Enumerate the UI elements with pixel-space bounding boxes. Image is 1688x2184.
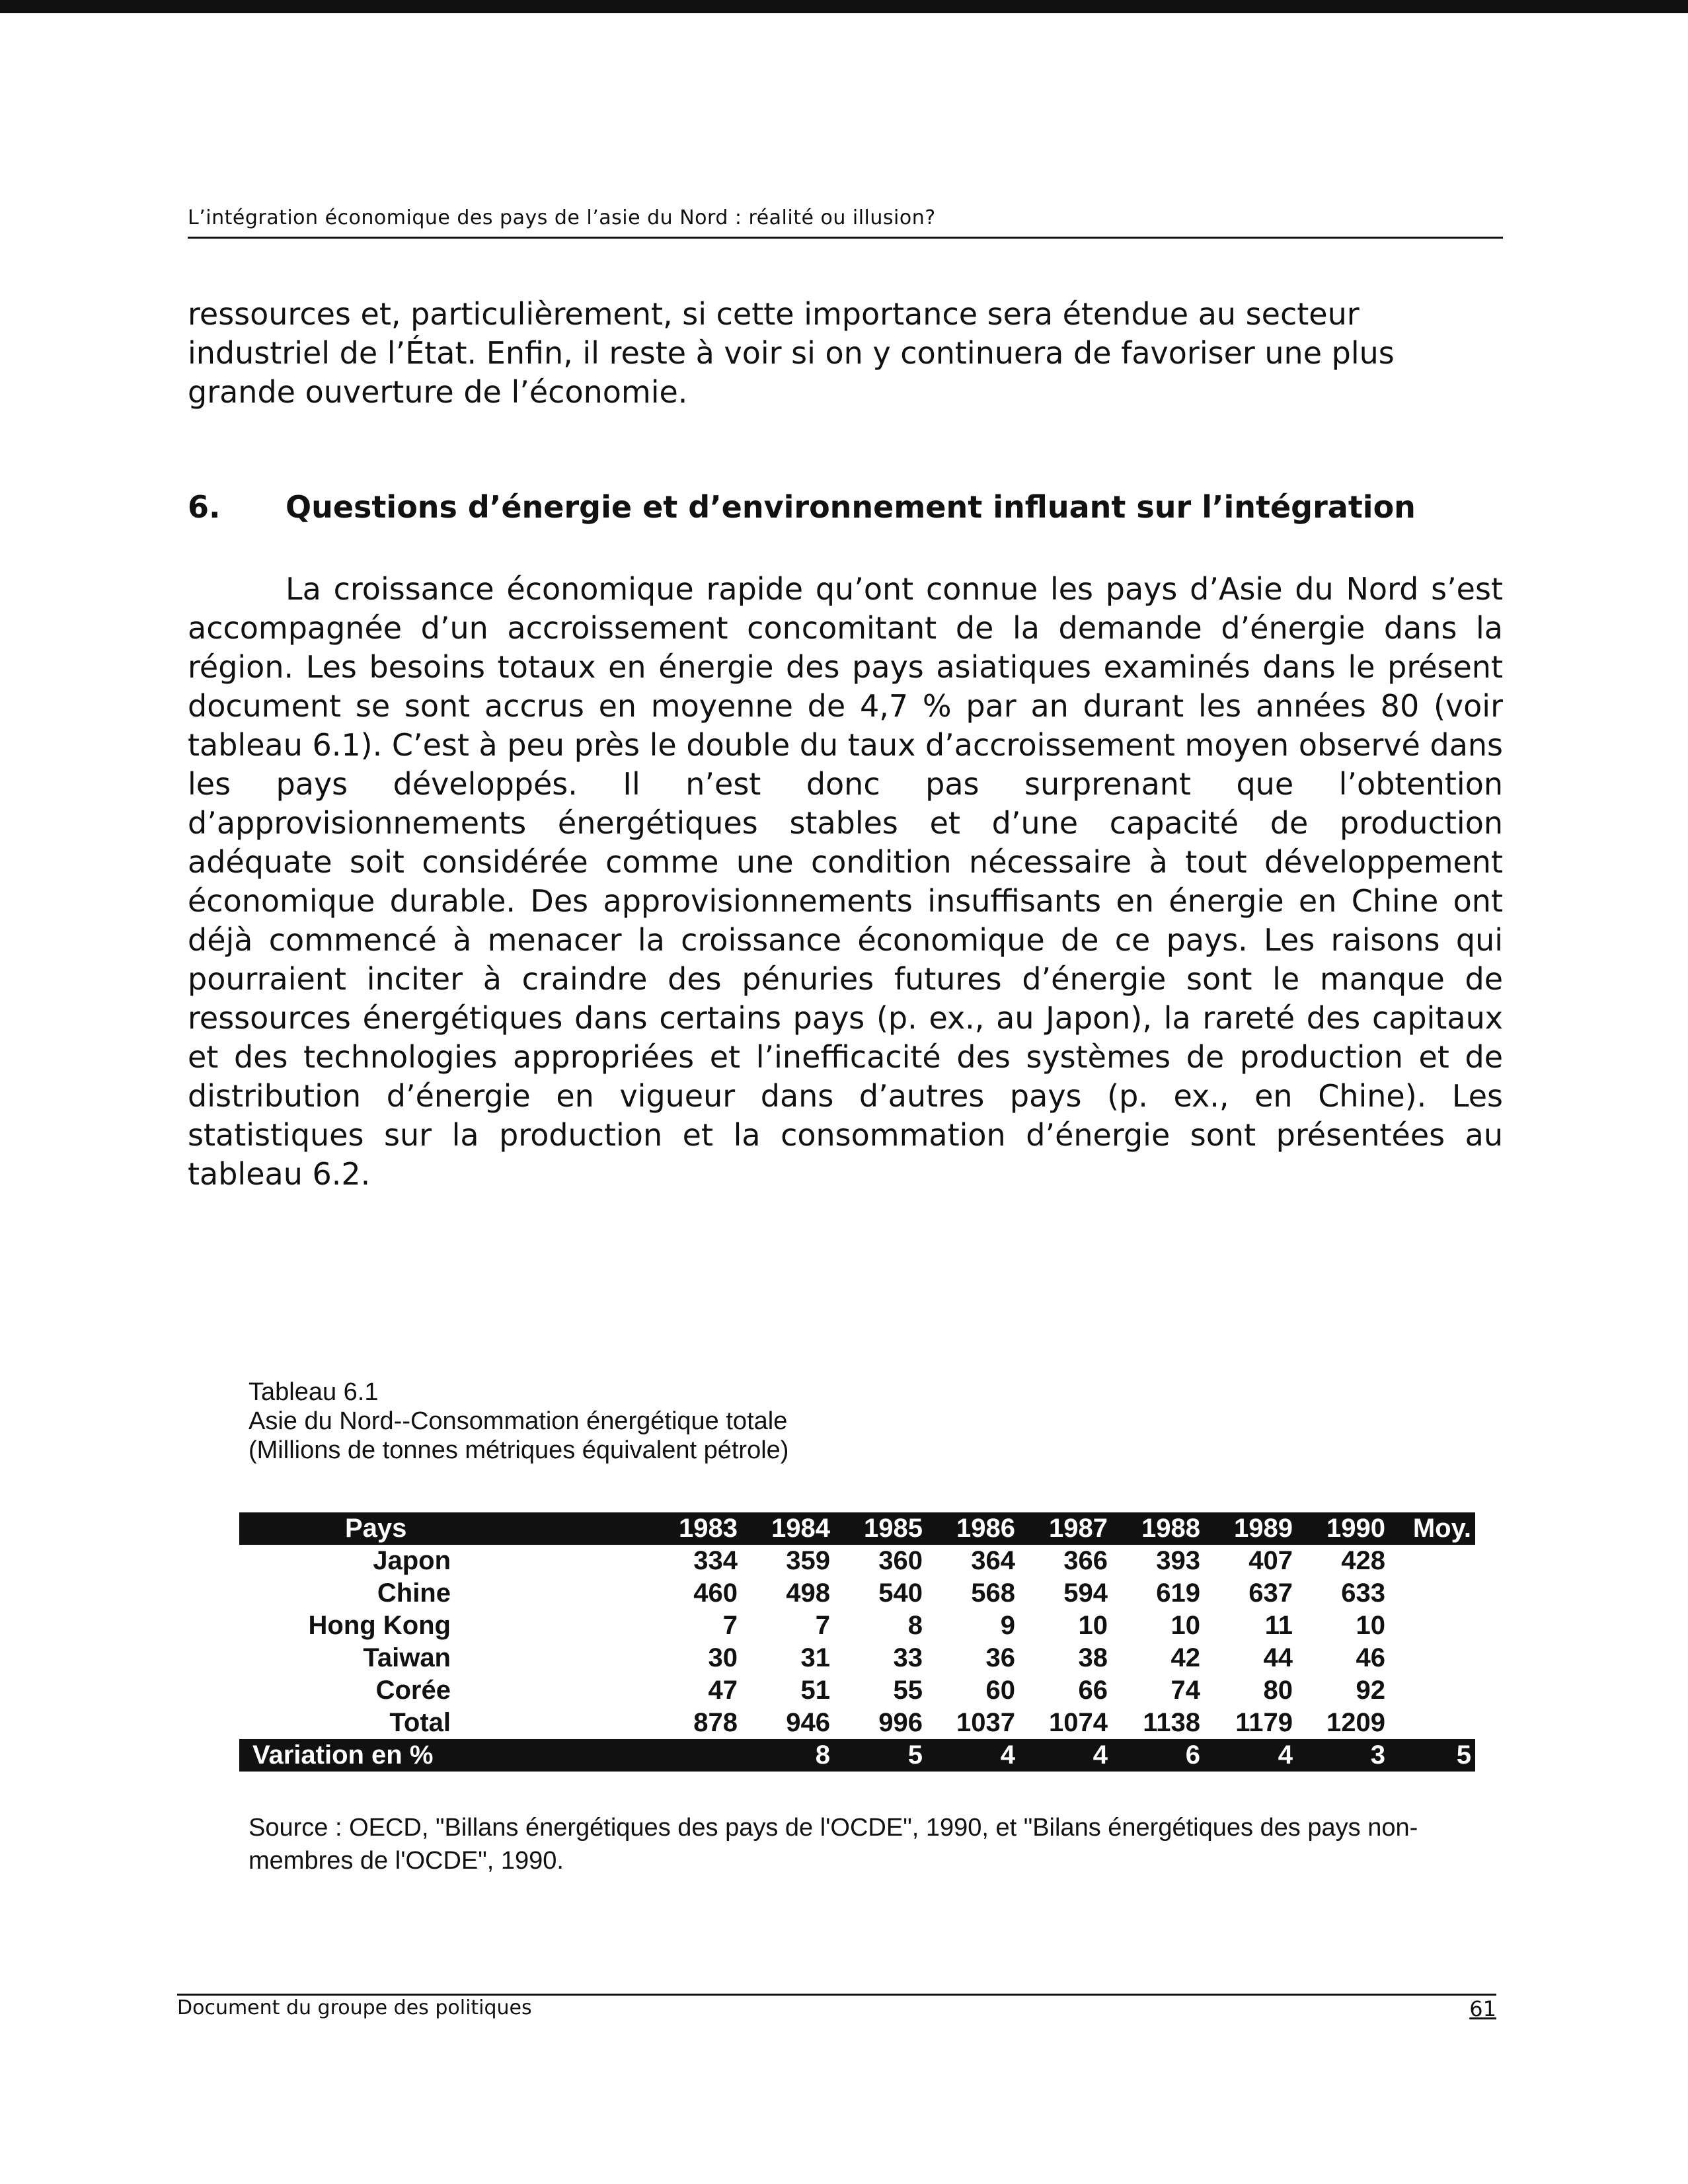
table-cell: 47	[708, 1676, 738, 1705]
table-cell: 1138	[1143, 1708, 1200, 1737]
row-country: Chine	[377, 1579, 451, 1608]
variation-row	[239, 1739, 1475, 1772]
table-cell: 10	[1170, 1611, 1200, 1640]
column-header-1985: 1985	[864, 1514, 923, 1543]
table-cell: 568	[971, 1579, 1015, 1608]
table-cell	[1389, 1707, 1475, 1739]
variation-cell	[649, 1739, 742, 1772]
table-cell: 540	[878, 1579, 923, 1608]
page-top-border	[0, 0, 1688, 13]
variation-cell: 4	[1000, 1740, 1015, 1770]
table-caption-title: Asie du Nord--Consommation énergétique totale	[249, 1407, 788, 1435]
table-caption-units: (Millions de tonnes métriques équivalent pétrole)	[249, 1436, 789, 1464]
table-cell: 33	[893, 1643, 923, 1672]
footer-publication: Document du groupe des politiques	[177, 1996, 532, 2019]
table-cell	[1389, 1545, 1475, 1577]
column-header-pays: Pays	[345, 1514, 407, 1543]
section-heading	[188, 489, 1503, 525]
column-header-1986: 1986	[956, 1514, 1015, 1543]
table-cell: 92	[1356, 1676, 1385, 1705]
row-country: Total	[389, 1708, 451, 1737]
table-row	[239, 1707, 1475, 1739]
table-cell: 44	[1263, 1643, 1293, 1672]
main-paragraph: La croissance économique rapide qu’ont connue les pays d’Asie du Nord s’est accompagnée d’un accroissement concomitant de la demande d’énergie dans la région. Les besoins totaux en énergie des pays asiatiques examinés dans le présent document se sont accrus en moyenne de 4,7 % par an durant les années 80 (voir tableau 6.1). C’est à peu près le double du taux d’accroissement moyen observé dans les pays développés. Il n’est donc pas surprenant que l’obtention d’approvisionnements énergétiques stables et d’une capacité de production adéquate soit considérée comme une condition nécessaire à tout développement économique durable. Des approvisionnements insuffisants en énergie en Chine ont déjà commencé à menacer la croissance économique de ce pays. Les raisons qui pourraient inciter à craindre des pénuries futures d’énergie sont le manque de ressources énergétiques dans certains pays (p. ex., au Japon), la rareté des capitaux et des technologies appropriées et l’inefficacité des systèmes de production et de distribution d’énergie en vigueur dans d’autres pays (p. ex., en Chine). Les statistiques sur la production et la consommation d’énergie sont présentées au tableau 6.2.	[188, 571, 1503, 1192]
table-cell: 74	[1170, 1676, 1200, 1705]
table-cell: 364	[971, 1546, 1015, 1575]
variation-label: Variation en %	[252, 1740, 434, 1770]
table-cell: 1074	[1049, 1708, 1108, 1737]
table-row	[239, 1577, 1475, 1610]
table-cell: 594	[1063, 1579, 1108, 1608]
table-row	[239, 1610, 1475, 1642]
table-cell: 36	[985, 1643, 1015, 1672]
table-cell: 7	[815, 1611, 830, 1640]
table-cell: 393	[1156, 1546, 1200, 1575]
column-header-1983: 1983	[679, 1514, 738, 1543]
table-row	[239, 1545, 1475, 1577]
variation-cell: 5	[1456, 1740, 1471, 1770]
table-cell: 878	[693, 1708, 738, 1737]
table-cell: 7	[722, 1611, 738, 1640]
table-cell: 619	[1156, 1579, 1200, 1608]
table-cell: 637	[1248, 1579, 1293, 1608]
table-cell	[1389, 1577, 1475, 1610]
continuation-paragraph: ressources et, particulièrement, si cette importance sera étendue au secteur industriel de l’État. Enfin, il reste à voir si on y continuera de favoriser une plus grande ouverture de l’économie.	[188, 296, 1395, 410]
header-rule	[188, 237, 1503, 239]
table-row	[239, 1642, 1475, 1674]
table-cell: 42	[1170, 1643, 1200, 1672]
table-cell: 38	[1078, 1643, 1108, 1672]
table-cell: 1037	[956, 1708, 1015, 1737]
table-body	[239, 1545, 1475, 1772]
column-header-1989: 1989	[1234, 1514, 1293, 1543]
variation-cell: 4	[1278, 1740, 1293, 1770]
table-cell: 407	[1248, 1546, 1293, 1575]
variation-cell: 4	[1093, 1740, 1108, 1770]
table-caption	[249, 1378, 1306, 1465]
table-cell: 10	[1078, 1611, 1108, 1640]
table-cell: 498	[786, 1579, 830, 1608]
table-cell: 359	[786, 1546, 830, 1575]
table-cell: 80	[1263, 1676, 1293, 1705]
section-title: Questions d’énergie et d’environnement influant sur l’intégration	[286, 489, 1416, 525]
variation-cell: 8	[815, 1740, 830, 1770]
table-cell	[1389, 1642, 1475, 1674]
column-header-1984: 1984	[771, 1514, 830, 1543]
table-cell: 633	[1341, 1579, 1385, 1608]
column-header-1990: 1990	[1326, 1514, 1385, 1543]
table-cell: 366	[1063, 1546, 1108, 1575]
table-cell: 1179	[1235, 1708, 1293, 1737]
variation-cell: 5	[907, 1740, 923, 1770]
column-header-moy: Moy.	[1412, 1514, 1471, 1543]
table-cell: 8	[907, 1611, 923, 1640]
table-cell: 11	[1264, 1611, 1293, 1640]
table-header-row	[239, 1512, 1475, 1545]
row-country: Japon	[373, 1546, 451, 1575]
table-cell: 334	[693, 1546, 738, 1575]
table-cell: 60	[985, 1676, 1015, 1705]
variation-cell: 3	[1370, 1740, 1385, 1770]
table-cell: 46	[1356, 1643, 1385, 1672]
row-country: Taiwan	[363, 1643, 451, 1672]
table-cell: 946	[786, 1708, 830, 1737]
table-cell: 66	[1078, 1676, 1108, 1705]
page-number: 61	[1469, 1996, 1496, 2021]
table-cell: 51	[800, 1676, 830, 1705]
footer-rule	[177, 1994, 1496, 1996]
table-cell: 10	[1356, 1611, 1385, 1640]
table-source-note: Source : OECD, "Billans énergétiques des pays de l'OCDE", 1990, et "Bilans énergétiques des pays non-membres de l'OCDE", 1990.	[249, 1814, 1418, 1875]
table-cell: 428	[1341, 1546, 1385, 1575]
table-cell: 31	[800, 1643, 830, 1672]
table-cell	[1389, 1674, 1475, 1707]
energy-consumption-table	[239, 1512, 1475, 1772]
column-header-1988: 1988	[1141, 1514, 1200, 1543]
table-cell: 9	[1000, 1611, 1015, 1640]
row-country: Corée	[375, 1676, 451, 1705]
column-header-1987: 1987	[1049, 1514, 1108, 1543]
table-cell: 55	[893, 1676, 923, 1705]
variation-cell: 6	[1185, 1740, 1200, 1770]
row-country: Hong Kong	[308, 1611, 451, 1640]
table-caption-label: Tableau 6.1	[249, 1378, 379, 1406]
table-cell: 460	[693, 1579, 738, 1608]
table-cell: 30	[708, 1643, 738, 1672]
table-cell: 996	[878, 1708, 923, 1737]
running-header: L’intégration économique des pays de l’asie du Nord : réalité ou illusion?	[188, 206, 936, 229]
table-cell: 1209	[1326, 1708, 1385, 1737]
table-cell	[1389, 1610, 1475, 1642]
table-row	[239, 1674, 1475, 1707]
table-cell: 360	[878, 1546, 923, 1575]
section-number: 6.	[188, 489, 221, 525]
